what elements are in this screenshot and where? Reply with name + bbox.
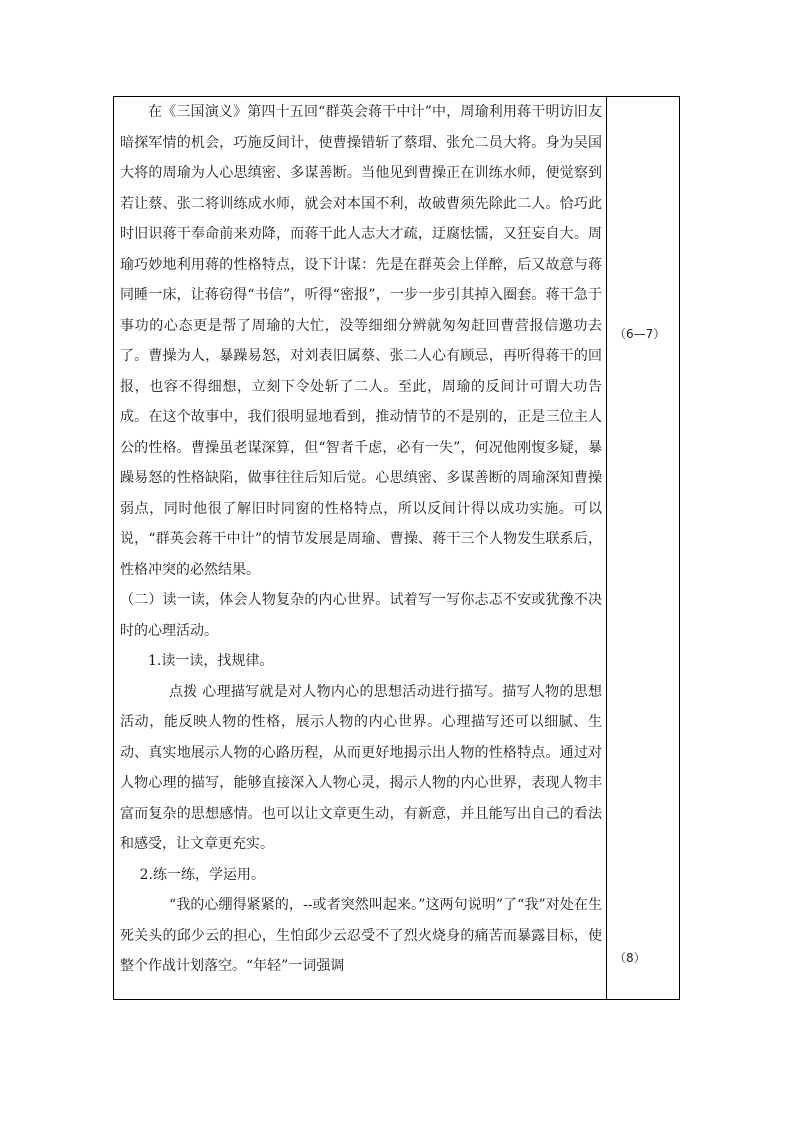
- column-divider: [606, 97, 607, 999]
- step-2-heading: 2.练一练，学运用。: [139, 866, 265, 883]
- practice-paragraph: “我的心绷得紧紧的，--或者突然叫起来。”这两句说明”了“我”对处在生死关头的邱少云的担心，生怕邱少云忍受不了烈火烧身的痛苦而暴露目标，使整个作战计划落空。“年轻”一词强调: [120, 897, 602, 974]
- step-1-heading: 1.读一读，找规律。: [148, 653, 274, 669]
- tip-paragraph: 点拨 心理描写就是对人物内心的思想活动进行描写。描写人物的思想活动，能反映人物的性格，展示人物的内心世界。心理描写还可以细腻、生动、真实地展示人物的心路历程，从而更好地揭示出人物的性格特点。通过对人物心理的描写，能够直接深入人物心灵，揭示人物的内心世界，表现人物丰富而复杂的思想感情。也可以让文章更生动，有新意，并且能写出自己的看法和感受，让文章更充实。: [120, 683, 602, 852]
- content-column: [120, 97, 602, 982]
- margin-mark-2: （8）: [614, 951, 646, 965]
- section-heading: （二）读一读，体会人物复杂的内心世界。试着写一写你忐忑不安或犹豫不决时的心理活动。: [120, 592, 602, 639]
- margin-mark-1: （6—7）: [614, 327, 666, 341]
- lesson-table: [113, 96, 680, 1000]
- analysis-paragraph: 在《三国演义》第四十五回“群英会蒋干中计”中，周瑜利用蒋干明访旧友暗探军情的机会，巧施反间计，使曹操错斩了蔡瑁、张允二员大将。身为吴国大将的周瑜为人心思缜密、多谋善断。当他见到曹操正在训练水师，便觉察到若让蔡、张二将训练成水师，就会对本国不利，故破曹须先除此二人。恰巧此时旧识蒋干奉命前来劝降，而蒋干此人志大才疏，迂腐怯懦，又狂妄自大。周瑜巧妙地利用蒋的性格特点，设下计谋：先是在群英会上佯醉，后又故意与蒋同睡一床，让蒋窃得“书信”，听得“密报”，一步一步引其掉入圈套。蒋干急于事功的心态更是帮了周瑜的大忙，没等细细分辨就匆匆赶回曹营报信邀功去了。曹操为人，暴躁易怒，对刘表旧属蔡、张二人心有顾忌，再听得蒋干的回报，也容不得细想，立刻下令处斩了二人。至此，周瑜的反间计可谓大功告成。在这个故事中，我们很明显地看到，推动情节的不是别的，正是三位主人公的性格。曹操虽老谋深算，但“智者千虑，必有一失”，何况他刚愎多疑，暴躁易怒的性格缺陷，做事往往后知后觉。心思缜密、多谋善断的周瑜深知曹操弱点，同时他很了解旧时同窗的性格特点，所以反间计得以成功实施。可以说，“群英会蒋干中计”的情节发展是周瑜、曹操、蒋干三个人物发生联系后，性格冲突的必然结果。: [120, 104, 602, 578]
